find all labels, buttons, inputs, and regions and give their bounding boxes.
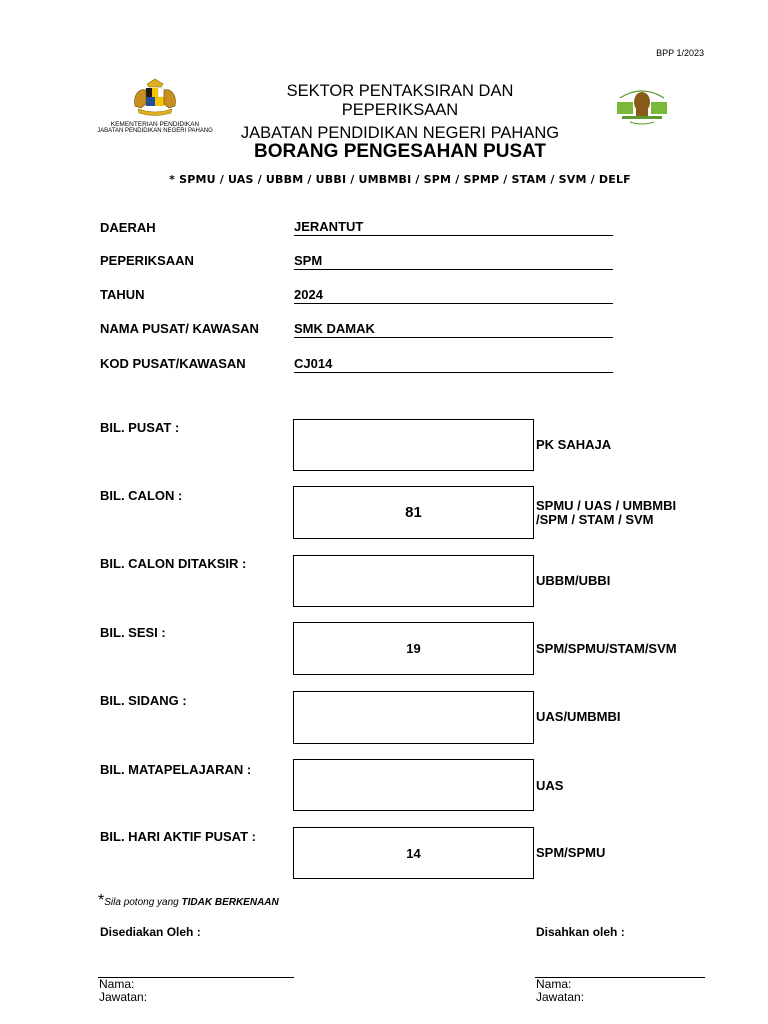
form-title: BORANG PENGESAHAN PUSAT (253, 141, 547, 162)
bil-matapelajaran-box (293, 759, 534, 811)
bil-matapelajaran-note: UAS (536, 778, 564, 793)
bil-hari-aktif-note: SPM/SPMU (536, 845, 606, 860)
bil-calon-ditaksir-box (293, 555, 534, 607)
daerah-label: DAERAH (100, 220, 156, 235)
bil-calon-note-line-2: /SPM / STAM / SVM (536, 512, 654, 527)
tahun-value: 2024 (294, 287, 613, 304)
bil-calon-box: 81 (293, 486, 534, 539)
coat-of-arms-icon (124, 78, 186, 118)
bil-sesi-box: 19 (293, 622, 534, 675)
bil-calon-ditaksir-label: BIL. CALON DITAKSIR : (100, 556, 247, 571)
prepared-by-label: Disediakan Oleh : (100, 925, 201, 939)
bil-pusat-note: PK SAHAJA (536, 437, 612, 452)
kod-pusat-value: CJ014 (294, 356, 613, 373)
strike-instruction-emphasis: TIDAK BERKENAAN (181, 897, 279, 908)
bil-calon-ditaksir-note: UBBM/UBBI (536, 573, 611, 588)
kod-pusat-label: KOD PUSAT/KAWASAN (100, 356, 246, 371)
bil-sidang-label: BIL. SIDANG : (100, 693, 187, 708)
bil-sesi-note: SPM/SPMU/STAM/SVM (536, 641, 677, 656)
asterisk: * (98, 892, 105, 909)
prepared-position-label: Jawatan: (99, 990, 148, 1004)
bil-hari-aktif-box: 14 (293, 827, 534, 879)
peperiksaan-label: PEPERIKSAAN (100, 253, 194, 268)
tahun-label: TAHUN (100, 287, 145, 302)
strike-instruction (98, 892, 279, 910)
document-code: BPP 1/2023 (656, 48, 704, 58)
peperiksaan-value: SPM (294, 253, 613, 270)
bil-hari-aktif-label: BIL. HARI AKTIF PUSAT : (100, 829, 256, 844)
approved-position-label: Jawatan: (536, 990, 585, 1004)
bil-matapelajaran-label: BIL. MATAPELAJARAN : (100, 762, 252, 777)
title-line-1: SEKTOR PENTAKSIRAN DAN (286, 82, 514, 100)
approved-name-label: Nama: (536, 977, 572, 991)
bil-sidang-note: UAS/UMBMBI (536, 709, 621, 724)
bil-sidang-box (293, 691, 534, 744)
exam-type-list: * SPMU / UAS / UBBM / UBBI / UMBMBI / SPM / SPMP / STAM / SVM / DELF (169, 173, 631, 186)
title-line-2: PEPERIKSAAN (341, 101, 459, 119)
nama-pusat-value: SMK DAMAK (294, 321, 613, 338)
bil-calon-label: BIL. CALON : (100, 488, 183, 503)
title-line-3: JABATAN PENDIDIKAN NEGERI PAHANG (240, 124, 560, 142)
title-block (200, 82, 600, 120)
exam-sector-logo (612, 80, 672, 130)
exam-emblem-icon (612, 80, 672, 130)
bil-pusat-box (293, 419, 534, 471)
strike-instruction-text: Sila potong yang (104, 897, 182, 908)
bil-calon-note-line-1: SPMU / UAS / UMBMBI (536, 498, 677, 513)
ministry-name: KEMENTERIAN PENDIDIKAN (110, 121, 200, 128)
nama-pusat-label: NAMA PUSAT/ KAWASAN (100, 321, 259, 336)
department-name: JABATAN PENDIDIKAN NEGERI PAHANG (97, 128, 213, 134)
prepared-name-label: Nama: (99, 977, 135, 991)
daerah-value: JERANTUT (294, 219, 613, 236)
bil-sesi-label: BIL. SESI : (100, 625, 166, 640)
bil-calon-note (536, 499, 676, 527)
bil-pusat-label: BIL. PUSAT : (100, 420, 180, 435)
approved-by-label: Disahkan oleh : (536, 925, 625, 939)
